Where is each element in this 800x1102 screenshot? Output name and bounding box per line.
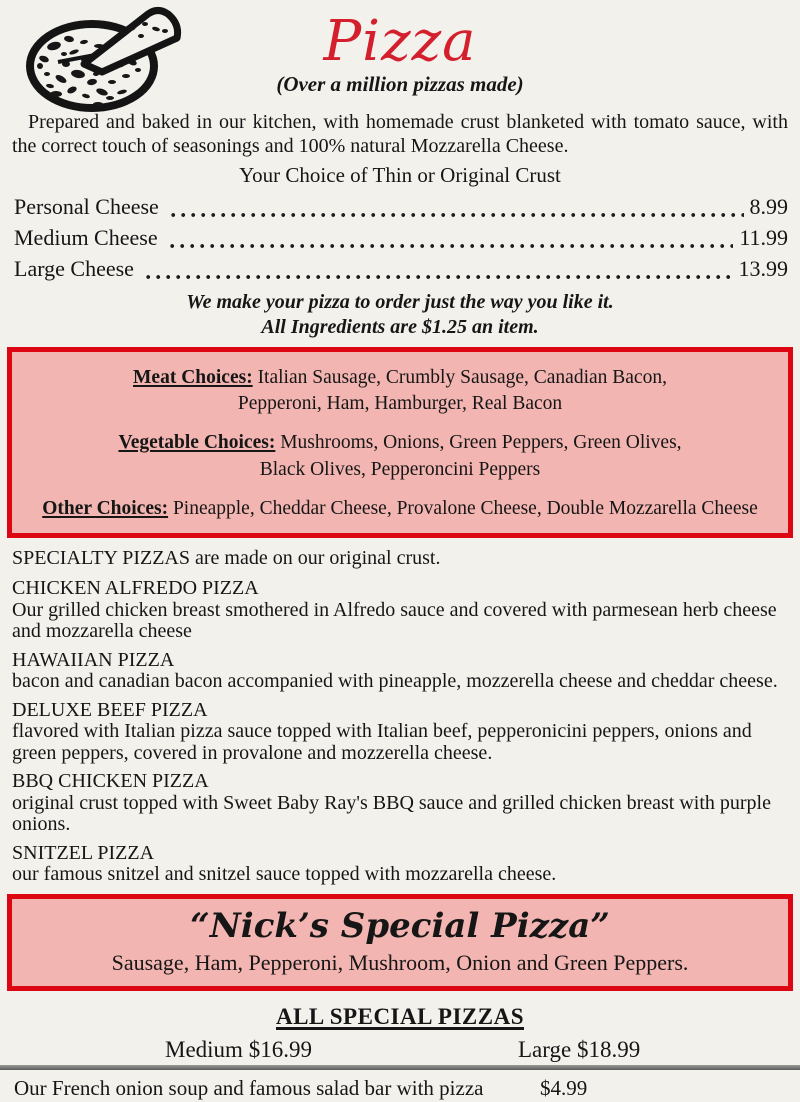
soup-salad-price: $4.99 (540, 1076, 588, 1101)
ingredient-note: All Ingredients are $1.25 an item. (261, 315, 539, 338)
item-price: 13.99 (738, 255, 788, 281)
medium-special-price: Medium $16.99 (165, 1037, 312, 1063)
price-row-personal (14, 194, 788, 225)
intro-paragraph: Prepared and baked in our kitchen, with homemade crust blanketed with tomato sauce, with the correct touch of seasonings and 100% natural Mozzarella Cheese. (12, 111, 788, 158)
nicks-special-pizza-box (7, 894, 793, 991)
large-special-price: Large $18.99 (518, 1037, 641, 1063)
topping-choices-box (7, 347, 793, 539)
vegetable-choices-items: Mushrooms, Onions, Green Peppers, Green Olives, (280, 432, 682, 454)
specialty-description: bacon and canadian bacon accompanied with pineapple, mozzerella cheese and cheddar cheese. (12, 670, 778, 693)
specialty-description: flavored with Italian pizza sauce topped with Italian beef, pepperonicini peppers, onions and green peppers, covered in provalone and mozzerella cheese. (12, 720, 752, 764)
specialty-name: DELUXE BEEF PIZZA (12, 698, 208, 721)
other-choices-group (20, 496, 780, 522)
specialty-name: CHICKEN ALFREDO PIZZA (12, 577, 259, 600)
specialty-name: BBQ CHICKEN PIZZA (12, 770, 209, 793)
specialty-item-deluxe-beef (12, 699, 788, 765)
item-name: Medium Cheese (14, 224, 158, 250)
cheese-price-list (14, 194, 788, 287)
specialty-intro: SPECIALTY PIZZAS are made on our original crust. (12, 547, 441, 570)
page-subtitle: (Over a million pizzas made) (276, 72, 524, 96)
specialty-item-snitzel (12, 842, 788, 886)
page-title: Pizza (323, 9, 477, 74)
specialty-name: HAWAIIAN PIZZA (12, 648, 175, 671)
specialty-item-bbq-chicken (12, 770, 788, 836)
vegetable-choices-group (20, 430, 780, 483)
meat-choices-group (20, 365, 780, 418)
other-choices-label: Other Choices: (42, 498, 169, 520)
other-choices-items: Pineapple, Cheddar Cheese, Provalone Cheese, Double Mozzarella Cheese (172, 498, 758, 520)
item-price: 11.99 (739, 224, 788, 250)
specialty-item-hawaiian (12, 649, 788, 693)
specialty-item-chicken-alfredo (12, 577, 788, 643)
price-row-large (14, 256, 788, 287)
soup-salad-text: Our French onion soup and famous salad bar with pizza (14, 1076, 484, 1101)
soup-salad-row (0, 1076, 800, 1102)
dotted-leader (171, 212, 744, 218)
dotted-leader (170, 243, 734, 249)
nicks-special-toppings: Sausage, Ham, Pepperoni, Mushroom, Onion and Green Peppers. (111, 950, 689, 976)
item-name: Personal Cheese (14, 193, 159, 219)
specialty-name: SNITZEL PIZZA (12, 842, 155, 865)
scan-edge-artifact (0, 1065, 800, 1070)
menu-notes (0, 290, 800, 340)
menu-header (0, 0, 800, 106)
meat-choices-items: Pepperoni, Ham, Hamburger, Real Bacon (237, 393, 563, 415)
all-special-pizzas-heading: ALL SPECIAL PIZZAS (275, 1004, 525, 1030)
specialty-pizzas-section (12, 547, 788, 886)
vegetable-choices-label: Vegetable Choices: (118, 432, 276, 454)
meat-choices-label: Meat Choices: (133, 366, 253, 388)
nicks-special-title: “Nick’s Special Pizza” (190, 906, 610, 947)
dotted-leader (146, 274, 733, 280)
crust-choice-line: Your Choice of Thin or Original Crust (239, 162, 561, 187)
specialty-description: our famous snitzel and snitzel sauce topped with mozzarella cheese. (12, 863, 557, 886)
item-name: Large Cheese (14, 255, 134, 281)
item-price: 8.99 (749, 193, 788, 219)
specialty-description: Our grilled chicken breast smothered in Alfredo sauce and covered with parmesean herb cheese and mozzarella cheese (12, 598, 777, 643)
specialty-description: original crust topped with Sweet Baby Ray's BBQ sauce and grilled chicken breast with purple onions. (12, 791, 771, 836)
order-note: We make your pizza to order just the way you like it. (186, 290, 614, 313)
vegetable-choices-items: Black Olives, Pepperoncini Peppers (259, 458, 541, 480)
price-row-medium (14, 225, 788, 256)
special-pizza-prices-row (0, 1037, 800, 1065)
meat-choices-items: Italian Sausage, Crumbly Sausage, Canadian Bacon, (257, 366, 667, 388)
